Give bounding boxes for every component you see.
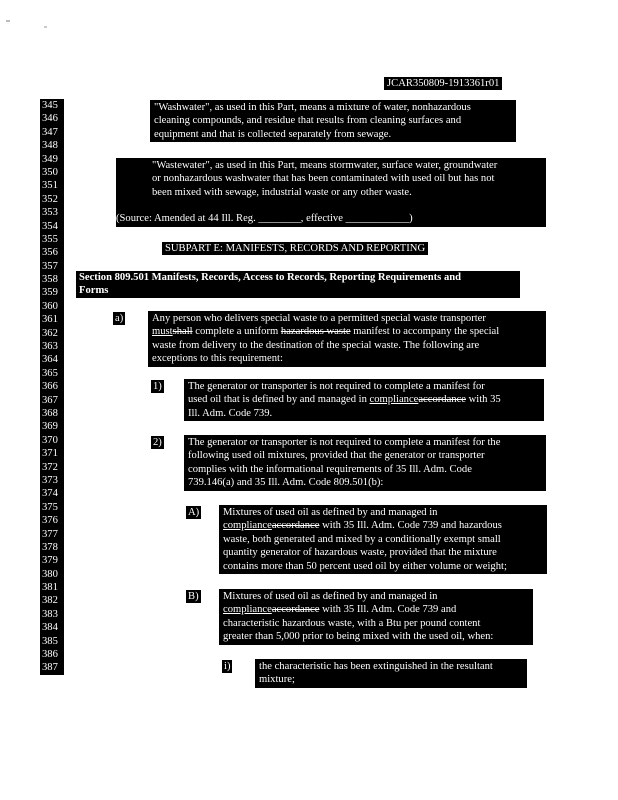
subpart-heading: SUBPART E: MANIFESTS, RECORDS AND REPORTING bbox=[162, 242, 428, 255]
line-number: 379 bbox=[42, 555, 58, 567]
text-line: Any person who delivers special waste to a permitted special waste transporter bbox=[152, 313, 486, 324]
text-line bbox=[152, 325, 542, 338]
line-number: 370 bbox=[42, 434, 58, 446]
text-line: the characteristic has been extinguished in the resultant bbox=[259, 661, 493, 672]
line-number: 378 bbox=[42, 541, 58, 553]
line-number: 387 bbox=[42, 662, 58, 674]
line-number: 355 bbox=[42, 233, 58, 245]
washwater-definition bbox=[150, 100, 516, 142]
para-B bbox=[219, 589, 533, 645]
text-run: with 35 bbox=[466, 394, 501, 406]
line-number: 364 bbox=[42, 354, 58, 366]
text-line: mixture; bbox=[259, 674, 295, 686]
line-number: 349 bbox=[42, 153, 58, 165]
section-heading-line: Forms bbox=[79, 285, 109, 297]
line-number: 346 bbox=[42, 113, 58, 125]
para-B-label: B) bbox=[188, 591, 199, 602]
line-number: 383 bbox=[42, 608, 58, 620]
insertion: compliance bbox=[223, 520, 272, 532]
line-number: 350 bbox=[42, 166, 58, 178]
para-A bbox=[219, 505, 547, 574]
scan-speck bbox=[6, 20, 10, 22]
line-number: 365 bbox=[42, 367, 58, 379]
line-number: 347 bbox=[42, 126, 58, 138]
text-line: cleaning compounds, and residue that results from cleaning surfaces and bbox=[154, 115, 462, 127]
line-number-column bbox=[40, 99, 64, 675]
line-number: 366 bbox=[42, 381, 58, 393]
line-number: 352 bbox=[42, 193, 58, 205]
para-a-label: a) bbox=[115, 313, 124, 324]
text-line: or nonhazardous washwater that has been contaminated with used oil but has not bbox=[152, 173, 495, 185]
text-line: "Washwater", as used in this Part, means a mixture of water, nonhazardous bbox=[154, 102, 471, 113]
para-2-label: 2) bbox=[153, 437, 162, 448]
line-number: 367 bbox=[42, 394, 58, 406]
section-heading bbox=[76, 271, 520, 298]
source-note: (Source: Amended at 44 Ill. Reg. ________, effective ____________) bbox=[116, 213, 413, 225]
line-number: 385 bbox=[42, 635, 58, 647]
para-a bbox=[148, 311, 546, 367]
text-line: waste, both generated and mixed by a conditionally exempt small bbox=[223, 533, 501, 545]
text-line: Mixtures of used oil as defined by and managed in bbox=[223, 591, 438, 602]
line-number: 357 bbox=[42, 260, 58, 272]
section-heading-line: Section 809.501 Manifests, Records, Access to Records, Reporting Requirements and bbox=[79, 272, 462, 283]
text-line: been mixed with sewage, industrial waste or any other waste. bbox=[152, 186, 412, 198]
scan-speck bbox=[44, 26, 47, 28]
text-line: complies with the informational requirements of 35 Ill. Adm. Code bbox=[188, 463, 472, 475]
para-2 bbox=[184, 435, 546, 491]
text-line: Mixtures of used oil as defined by and managed in bbox=[223, 507, 438, 518]
text-line bbox=[188, 393, 540, 406]
line-number: 359 bbox=[42, 287, 58, 299]
line-number: 374 bbox=[42, 488, 58, 500]
line-number: 384 bbox=[42, 622, 58, 634]
deletion: accordance bbox=[271, 520, 320, 532]
line-number: 371 bbox=[42, 448, 58, 460]
text-line bbox=[223, 519, 543, 532]
line-number: 351 bbox=[42, 180, 58, 192]
text-line: quantity generator of hazardous waste, provided that the mixture bbox=[223, 547, 497, 559]
line-number: 376 bbox=[42, 515, 58, 527]
text-line: greater than 5,000 prior to being mixed with the used oil, when: bbox=[223, 631, 494, 643]
text-line: 739.146(a) and 35 Ill. Adm. Code 809.501(b): bbox=[188, 477, 384, 489]
line-number: 345 bbox=[42, 100, 58, 111]
line-number: 368 bbox=[42, 407, 58, 419]
line-number: 348 bbox=[42, 140, 58, 152]
text-line: following used oil mixtures, provided that the generator or transporter bbox=[188, 450, 485, 462]
text-line: exceptions to this requirement: bbox=[152, 353, 283, 365]
line-number: 360 bbox=[42, 300, 58, 312]
text-run: used oil that is defined by and managed in bbox=[188, 394, 370, 406]
para-1 bbox=[184, 379, 544, 421]
deletion: accordance bbox=[271, 604, 320, 616]
text-run: with 35 Ill. Adm. Code 739 and bbox=[319, 604, 457, 616]
line-number: 372 bbox=[42, 461, 58, 473]
text-line: The generator or transporter is not required to complete a manifest for the bbox=[188, 437, 501, 448]
wastewater-definition bbox=[116, 158, 546, 227]
deletion: hazardous waste bbox=[280, 326, 351, 338]
line-number: 369 bbox=[42, 421, 58, 433]
line-number: 373 bbox=[42, 474, 58, 486]
para-A-label: A) bbox=[188, 507, 200, 518]
text-line: characteristic hazardous waste, with a Btu per pound content bbox=[223, 617, 481, 629]
text-line: Ill. Adm. Code 739. bbox=[188, 407, 273, 419]
line-number: 358 bbox=[42, 274, 58, 286]
line-number: 353 bbox=[42, 207, 58, 219]
text-line: equipment and that is collected separately from sewage. bbox=[154, 128, 392, 140]
text-line bbox=[223, 603, 529, 616]
text-line: contains more than 50 percent used oil by either volume or weight; bbox=[223, 560, 507, 572]
line-number: 361 bbox=[42, 314, 58, 326]
line-number: 381 bbox=[42, 582, 58, 594]
text-run: manifest to accompany the special bbox=[350, 326, 500, 338]
para-i bbox=[255, 659, 527, 688]
line-number: 362 bbox=[42, 327, 58, 339]
line-number: 375 bbox=[42, 501, 58, 513]
line-number: 356 bbox=[42, 247, 58, 259]
text-run: with 35 Ill. Adm. Code 739 and hazardous bbox=[319, 520, 502, 532]
insertion: compliance bbox=[369, 394, 419, 406]
para-1-label: 1) bbox=[153, 381, 162, 392]
text-run: complete a uniform bbox=[192, 326, 281, 338]
deletion: shall bbox=[172, 326, 193, 338]
line-number: 363 bbox=[42, 341, 58, 353]
line-number: 386 bbox=[42, 649, 58, 661]
line-number: 382 bbox=[42, 595, 58, 607]
text-line: The generator or transporter is not required to complete a manifest for bbox=[188, 381, 485, 392]
line-number: 377 bbox=[42, 528, 58, 540]
deletion: accordance bbox=[418, 394, 466, 406]
document-id: JCAR350809-1913361r01 bbox=[384, 77, 502, 90]
text-line: waste from delivery to the destination of the special waste. The following are bbox=[152, 339, 480, 351]
insertion: must bbox=[152, 326, 173, 338]
para-i-label: i) bbox=[224, 661, 231, 672]
text-line: "Wastewater", as used in this Part, means stormwater, surface water, groundwater bbox=[152, 160, 498, 171]
line-number: 380 bbox=[42, 568, 58, 580]
line-number: 354 bbox=[42, 220, 58, 232]
insertion: compliance bbox=[223, 604, 272, 616]
